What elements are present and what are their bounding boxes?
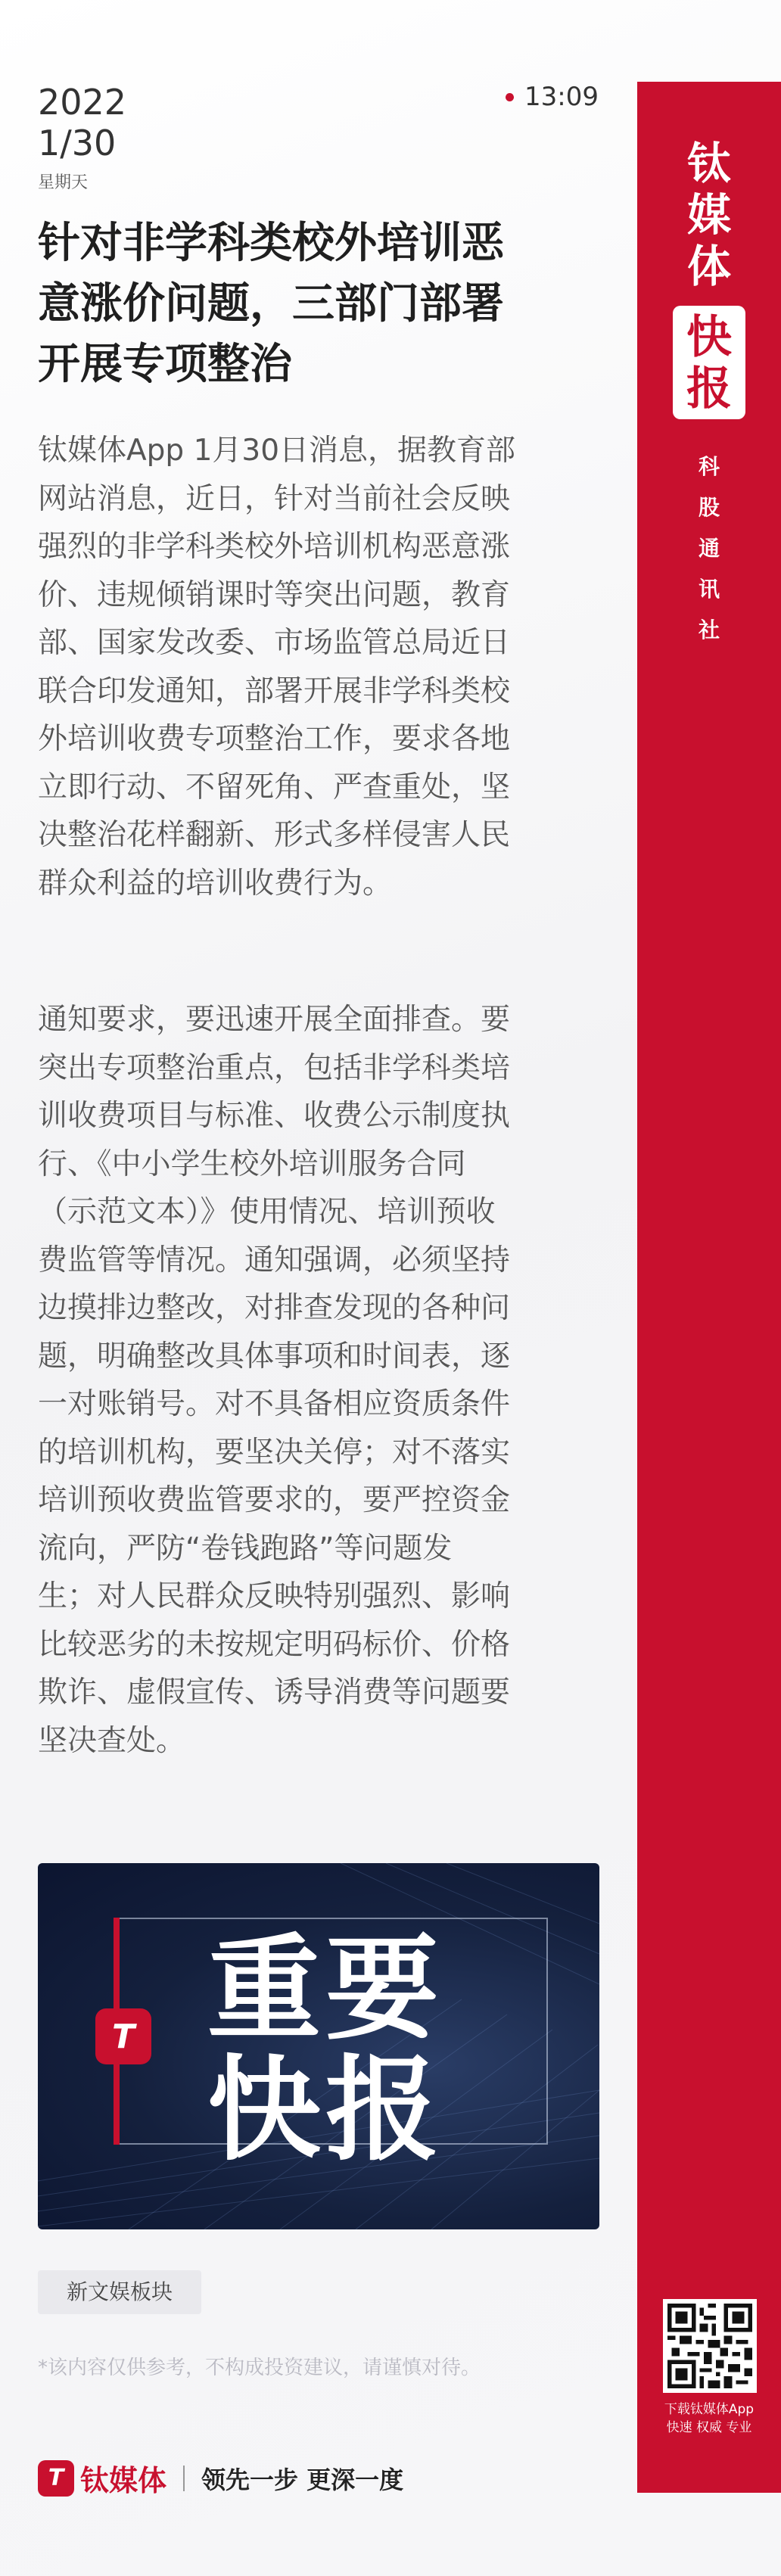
paragraph-line: 突出专项整治重点，包括非学科类培: [38, 1050, 511, 1085]
paragraph-line: 部、国家发改委、市场监管总局近日: [38, 626, 511, 660]
paragraph-line: 生；对人民群众反映特别强烈、影响: [38, 1579, 511, 1613]
paragraph-line: 强烈的非学科类校外培训机构恶意涨: [38, 530, 511, 564]
side-brand-name: [637, 138, 781, 292]
download-line: 快速 权威 专业: [666, 2420, 752, 2435]
side-subtitle: [637, 446, 781, 651]
paragraph-line: 一对账销号。对不具备相应资质条件: [38, 1387, 511, 1421]
paragraph-line: 外培训收费专项整治工作，要求各地: [38, 722, 511, 756]
footer-brand-name: 钛媒体: [80, 2464, 167, 2497]
date-year: 2022: [38, 82, 127, 123]
download-app-text: [637, 2400, 781, 2437]
headline-line: 针对非学科类校外培训恶: [38, 219, 504, 268]
banner-title-line-2: 快报: [207, 2045, 444, 2176]
paragraph-line: 边摸排边整改，对排查发现的各种问: [38, 1291, 511, 1325]
paragraph-line: 比较恶劣的未按规定明码标价、价格: [38, 1627, 511, 1662]
paragraph-line: 联合印发通知，部署开展非学科类校: [38, 674, 511, 708]
date-weekday: 星期天: [38, 173, 89, 192]
footer-slogan: 领先一步 更深一度: [201, 2465, 404, 2494]
disclaimer: *该内容仅供参考，不构成投资建议，请谨慎对待。: [38, 2357, 481, 2379]
footer-branding: [38, 2457, 403, 2499]
headline-line: 开展专项整治: [38, 340, 292, 389]
paragraph-line: 价、违规倾销课时等突出问题，教育: [38, 577, 511, 612]
time-label: 13:09: [524, 82, 599, 112]
banner-title-line-1: 重要: [207, 1924, 444, 2055]
paragraph-line: 的培训机构，要坚决关停；对不落实: [38, 1435, 511, 1470]
side-subtitle-char: 讯: [698, 577, 720, 602]
paragraph-line: 决整治花样翻新、形式多样侵害人民: [38, 818, 511, 852]
side-box-char: 报: [686, 362, 732, 415]
qr-code-icon[interactable]: [663, 2299, 757, 2393]
paragraph-line: 网站消息，近日，针对当前社会反映: [38, 481, 511, 516]
time-indicator: [506, 82, 599, 112]
red-dot-icon: [506, 93, 514, 101]
paragraph-line: 钛媒体App 1月30日消息，据教育部: [38, 434, 516, 468]
side-brand-char: 媒: [686, 189, 731, 241]
side-box-char: 快: [686, 311, 732, 364]
side-subtitle-char: 股: [698, 495, 720, 520]
headline-line: 意涨价问题，三部门部署: [38, 279, 504, 328]
paragraph-line: 训收费项目与标准、收费公示制度执: [38, 1099, 511, 1133]
paragraph-line: 行、《中小学生校外培训服务合同: [38, 1146, 466, 1181]
breaking-news-banner: [38, 1863, 599, 2229]
tmtpost-logo-icon: T: [95, 2008, 151, 2064]
paragraph-line: 流向，严防“卷钱跑路”等问题发: [38, 1531, 453, 1566]
side-subtitle-char: 通: [698, 536, 720, 561]
date-month-day: 1/30: [38, 123, 117, 163]
paragraph-line: （示范文本）》使用情况、培训预收: [38, 1195, 496, 1229]
side-brand-char: 钛: [686, 138, 731, 189]
side-brand-char: 体: [686, 241, 731, 292]
tmtpost-logo-icon: T: [38, 2460, 74, 2497]
paragraph-line: 费监管等情况。通知强调，必须坚持: [38, 1243, 511, 1277]
article-headline: [38, 213, 583, 395]
download-line: 下载钛媒体App: [664, 2402, 755, 2417]
qr-code-graphic: [667, 2304, 752, 2388]
paragraph-line: 坚决查处。: [38, 1723, 186, 1758]
article-paragraph-1: [38, 427, 577, 907]
footer-divider: [183, 2466, 185, 2491]
paragraph-line: 培训预收费监管要求的，要严控资金: [38, 1483, 511, 1517]
article-paragraph-2: [38, 996, 577, 1765]
paragraph-line: 群众利益的培训收费行为。: [38, 866, 393, 901]
side-subtitle-char: 科: [698, 454, 720, 479]
paragraph-line: 欺诈、虚假宣传、诱导消费等问题要: [38, 1675, 511, 1710]
paragraph-line: 通知要求，要迅速开展全面排查。要: [38, 1003, 511, 1037]
section-tag[interactable]: 新文娱板块: [38, 2270, 201, 2314]
side-subtitle-char: 社: [698, 618, 720, 642]
paragraph-line: 立即行动、不留死角、严查重处，坚: [38, 770, 511, 804]
side-brand-band: [637, 82, 781, 2493]
side-kuaibao-box: [673, 306, 745, 419]
paragraph-line: 题，明确整改具体事项和时间表，逐: [38, 1339, 511, 1374]
